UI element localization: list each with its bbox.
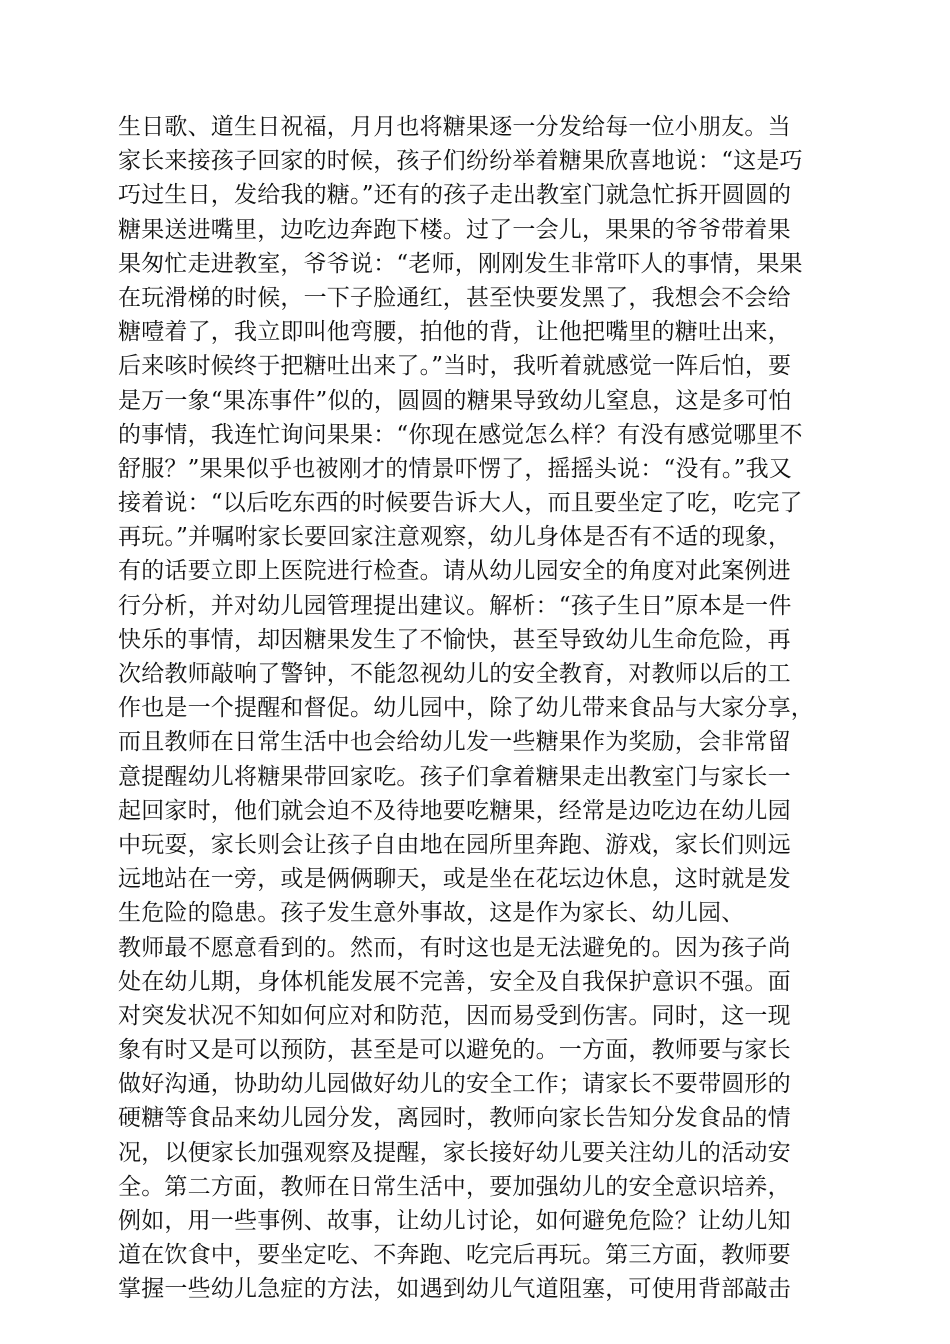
text-line: 再玩。”并嘱咐家长要回家注意观察，幼儿身体是否有不适的现象， — [118, 524, 792, 551]
text-line: 是万一象“果冻事件”似的，圆圆的糖果导致幼儿窒息，这是多可怕 — [118, 387, 792, 414]
text-line: 象有时又是可以预防，甚至是可以避免的。一方面，教师要与家长 — [118, 1037, 791, 1064]
text-line: 中玩耍，家长则会让孩子自由地在园所里奔跑、游戏，家长们则远 — [118, 831, 791, 858]
text-line: 作也是一个提醒和督促。幼儿园中，除了幼儿带来食品与大家分享， — [118, 695, 814, 722]
text-line: 远地站在一旁，或是俩俩聊天，或是坐在花坛边休息，这时就是发 — [118, 866, 791, 893]
text-line: 舒服？”果果似乎也被刚才的情景吓愣了，摇摇头说：“没有。”我又 — [118, 455, 792, 482]
text-line: 对突发状况不知如何应对和防范，因而易受到伤害。同时，这一现 — [118, 1002, 791, 1029]
text-line: 后来咳时候终于把糖吐出来了。”当时，我听着就感觉一阵后怕，要 — [118, 353, 792, 380]
text-line: 有的话要立即上医院进行检查。请从幼儿园安全的角度对此案例进 — [118, 558, 791, 585]
text-line: 而且教师在日常生活中也会给幼儿发一些糖果作为奖励，会非常留 — [118, 729, 791, 756]
text-line: 糖果送进嘴里，边吃边奔跑下楼。过了一会儿，果果的爷爷带着果 — [118, 216, 791, 243]
text-line: 巧过生日，发给我的糖。”还有的孩子走出教室门就急忙拆开圆圆的 — [118, 182, 792, 209]
text-line: 行分析，并对幼儿园管理提出建议。解析：“孩子生日”原本是一件 — [118, 592, 792, 619]
body-text — [118, 110, 858, 1307]
text-line: 做好沟通，协助幼儿园做好幼儿的安全工作；请家长不要带圆形的 — [118, 1071, 791, 1098]
text-line: 硬糖等食品来幼儿园分发，离园时，教师向家长告知分发食品的情 — [118, 1105, 791, 1132]
text-line: 意提醒幼儿将糖果带回家吃。孩子们拿着糖果走出教室门与家长一 — [118, 763, 791, 790]
text-line: 的事情，我连忙询问果果：“你现在感觉怎么样？有没有感觉哪里不 — [118, 421, 803, 448]
text-line: 道在饮食中，要坐定吃、不奔跑、吃完后再玩。第三方面，教师要 — [118, 1242, 791, 1269]
text-line: 例如，用一些事例、故事，让幼儿讨论，如何避免危险？让幼儿知 — [118, 1208, 791, 1234]
text-line: 掌握一些幼儿急症的方法，如遇到幼儿气道阻塞，可使用背部敲击 — [118, 1276, 791, 1303]
text-line: 接着说：“以后吃东西的时候要告诉大人，而且要坐定了吃，吃完了 — [118, 490, 803, 517]
text-line: 生日歌、道生日祝福，月月也将糖果逐一分发给每一位小朋友。当 — [118, 114, 791, 140]
text-line: 次给教师敲响了警钟，不能忽视幼儿的安全教育，对教师以后的工 — [118, 661, 791, 687]
text-line: 果匆忙走进教室，爷爷说：“老师，刚刚发生非常吓人的事情，果果 — [118, 250, 803, 277]
text-line: 处在幼儿期，身体机能发展不完善，安全及自我保护意识不强。面 — [118, 968, 791, 995]
text-line: 况，以便家长加强观察及提醒，家长接好幼儿要关注幼儿的活动安 — [118, 1139, 791, 1166]
text-line: 起回家时，他们就会迫不及待地要吃糖果，经常是边吃边在幼儿园 — [118, 797, 791, 824]
text-line: 家长来接孩子回家的时候，孩子们纷纷举着糖果欣喜地说：“这是巧 — [118, 148, 803, 175]
text-line: 在玩滑梯的时候，一下子脸通红，甚至快要发黑了，我想会不会给 — [118, 284, 791, 311]
text-line: 糖噎着了，我立即叫他弯腰，拍他的背，让他把嘴里的糖吐出来， — [118, 319, 791, 346]
text-line: 全。第二方面，教师在日常生活中，要加强幼儿的安全意识培养， — [118, 1173, 791, 1200]
text-line: 教师最不愿意看到的。然而，有时这也是无法避免的。因为孩子尚 — [118, 934, 791, 961]
text-line: 生危险的隐患。孩子发生意外事故，这是作为家长、幼儿园、 — [118, 900, 745, 927]
text-line: 快乐的事情，却因糖果发生了不愉快，甚至导致幼儿生命危险，再 — [118, 626, 791, 653]
